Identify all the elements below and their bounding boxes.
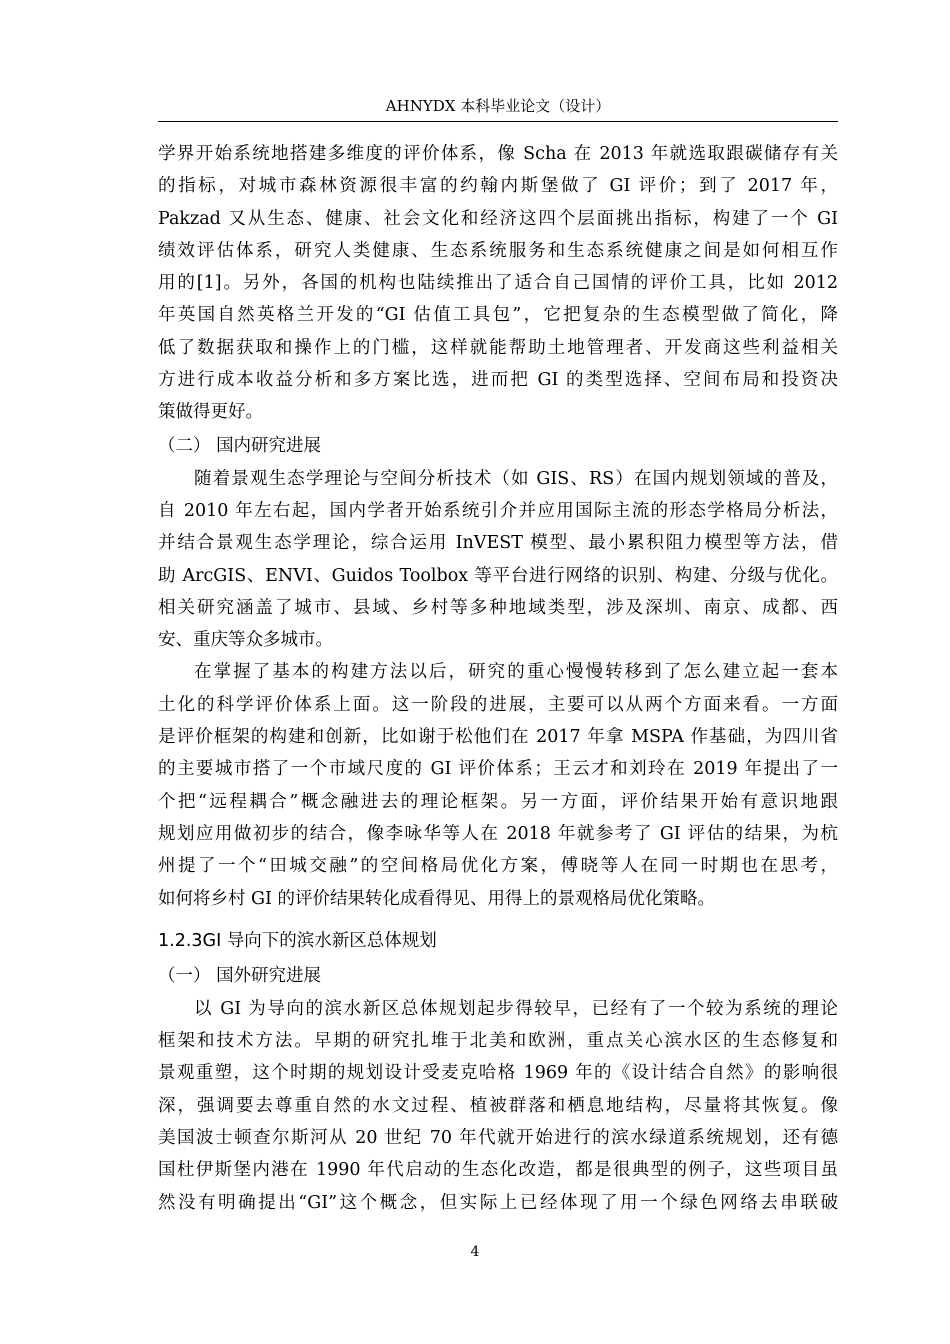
text-line: 深，强调要去尊重自然的水文过程、植被群落和栖息地结构，尽量将其恢复。像 — [158, 1095, 838, 1116]
text-line: 以 GI 为导向的滨水新区总体规划起步得较早，已经有了一个较为系统的理论 — [194, 998, 838, 1019]
running-header: AHNYDX 本科毕业论文（设计） — [385, 97, 611, 115]
page-number: 4 — [470, 1244, 480, 1260]
text-line: 策做得更好。 — [158, 402, 263, 423]
text-line: 州提了一个“田城交融”的空间格局优化方案，傅晓等人在同一时期也在思考， — [158, 856, 838, 877]
text-line: 的主要城市搭了一个市域尺度的 GI 评价体系；王云才和刘玲在 2019 年提出了一 — [158, 759, 838, 780]
text-line: 方进行成本收益分析和多方案比选，进而把 GI 的类型选择、空间布局和投资决 — [158, 370, 838, 391]
text-line: 在掌握了基本的构建方法以后，研究的重心慢慢转移到了怎么建立起一套本 — [194, 662, 838, 683]
text-line: 用的[1]。另外，各国的机构也陆续推出了适合自己国情的评价工具，比如 2012 — [158, 273, 838, 294]
paragraph-domestic-methods — [158, 463, 838, 657]
text-line: 框架和技术方法。早期的研究扎堆于北美和欧洲，重点关心滨水区的生态修复和 — [158, 1031, 838, 1052]
paragraph-domestic-evaluation — [158, 656, 838, 914]
paragraph-waterfront-planning — [158, 993, 838, 1219]
text-line: 并结合景观生态学理论，综合运用 InVEST 模型、最小累积阻力模型等方法，借 — [158, 533, 838, 554]
text-line: 绩效评估体系，研究人类健康、生态系统服务和生态系统健康之间是如何相互作 — [158, 240, 838, 261]
text-line: 是评价框架的构建和创新，比如谢于松他们在 2017 年拿 MSPA 作基础，为四川省 — [158, 727, 838, 748]
text-line: 随着景观生态学理论与空间分析技术（如 GIS、RS）在国内规划领域的普及， — [194, 468, 838, 489]
page-body — [158, 138, 838, 1219]
text-line: 然没有明确提出“GI”这个概念，但实际上已经体现了用一个绿色网络去串联破 — [158, 1192, 838, 1213]
text-line: 美国波士顿查尔斯河从 20 世纪 70 年代就开始进行的滨水绿道系统规划，还有德 — [158, 1128, 838, 1149]
text-line: 自 2010 年左右起，国内学者开始系统引介并应用国际主流的形态学格局分析法， — [158, 500, 838, 521]
subheading-domestic-research: （二） 国内研究进展 — [158, 435, 322, 456]
text-line: 土化的科学评价体系上面。这一阶段的进展，主要可以从两个方面来看。一方面 — [158, 694, 838, 715]
text-line: 国杜伊斯堡内港在 1990 年代启动的生态化改造，都是很典型的例子，这些项目虽 — [158, 1160, 838, 1181]
header-rule — [158, 121, 838, 122]
section-heading: 1.2.3GI 导向下的滨水新区总体规划 — [158, 930, 437, 951]
text-line: 如何将乡村 GI 的评价结果转化成看得见、用得上的景观格局优化策略。 — [158, 888, 716, 909]
paragraph-gi-evaluation-abroad — [158, 138, 838, 429]
subheading-foreign-research: （一） 国外研究进展 — [158, 965, 322, 986]
text-line: 个把“远程耦合”概念融进去的理论框架。另一方面，评价结果开始有意识地跟 — [158, 791, 838, 812]
text-line: 低了数据获取和操作上的门槛，这样就能帮助土地管理者、开发商这些利益相关 — [158, 337, 838, 358]
text-line: 的指标，对城市森林资源很丰富的约翰内斯堡做了 GI 评价；到了 2017 年， — [158, 176, 838, 197]
text-line: 景观重塑，这个时期的规划设计受麦克哈格 1969 年的《设计结合自然》的影响很 — [158, 1063, 838, 1084]
text-line: 学界开始系统地搭建多维度的评价体系，像 Scha 在 2013 年就选取跟碳储存有关 — [158, 144, 838, 164]
text-line: 规划应用做初步的结合，像李咏华等人在 2018 年就参考了 GI 评估的结果，为杭 — [158, 823, 838, 844]
text-line: 相关研究涵盖了城市、县域、乡村等多种地域类型，涉及深圳、南京、成都、西 — [158, 597, 838, 618]
text-line: 年英国自然英格兰开发的“GI 估值工具包”，它把复杂的生态模型做了简化，降 — [158, 305, 838, 326]
text-line: 安、重庆等众多城市。 — [158, 630, 333, 651]
text-line: Pakzad 又从生态、健康、社会文化和经济这四个层面挑出指标，构建了一个 GI — [158, 208, 838, 229]
text-line: 助 ArcGIS、ENVI、Guidos Toolbox 等平台进行网络的识别、构建、分级与优化。 — [158, 565, 838, 586]
